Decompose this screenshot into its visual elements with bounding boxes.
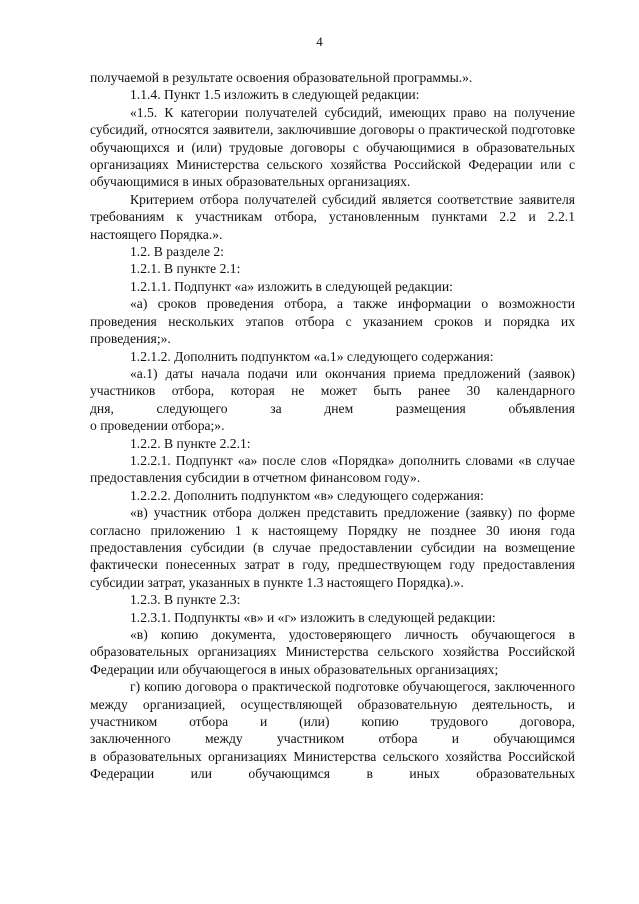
paragraph: «1.5. К категории получателей субсидий, имеющих право на получение субсидий, относятся заявители, заключившие договоры о практической подготовке обучающихся и (или) трудовые договоры с обучающимися в образовательных организациях Министерства сельского хозяйства Российской Федерации или с обучающимися в иных образовательных организациях. (90, 104, 575, 190)
paragraph: «в) копию документа, удостоверяющего личность обучающегося в образовательных организациях Министерства сельского хозяйства Российской Федерации или обучающегося в иных образовательных организациях; (90, 627, 575, 677)
paragraph: дня, следующего за днем размещения объявления (90, 400, 575, 416)
paragraph: 1.2. В разделе 2: (130, 244, 224, 260)
paragraph: «а) сроков проведения отбора, а также информации о возможности проведения нескольких этапов отбора с указанием сроков и порядка их проведения;». (90, 296, 575, 347)
document-body (90, 69, 575, 783)
paragraph: 1.2.1.1. Подпункт «а» изложить в следующей редакции: (130, 278, 453, 294)
paragraph: 1.2.1.2. Дополнить подпунктом «а.1» следующего содержания: (130, 348, 494, 364)
paragraph: о проведении отбора;». (90, 418, 225, 434)
paragraph: Критерием отбора получателей субсидий является соответствие заявителя требованиям к участникам отбора, установленным пунктами 2.2 и 2.2.1 настоящего Порядка.». (90, 191, 575, 242)
paragraph: 1.2.1. В пункте 2.1: (130, 261, 241, 277)
page-number: 4 (316, 34, 323, 49)
paragraph: в образовательных организациях Министерства сельского хозяйства Российской Федерации или обучающимся в иных образовательных (90, 748, 575, 782)
paragraph: заключенного между участником отбора и обучающимся (90, 731, 575, 747)
paragraph: 1.2.2. В пункте 2.2.1: (130, 435, 251, 451)
paragraph: «в) участник отбора должен представить предложение (заявку) по форме согласно приложению 1 к настоящему Порядку не позднее 30 июня года предоставления субсидии (в случае предоставлении субсидии на возмещение фактически понесенных затрат в году, предшествующем году предоставления субсидии затрат, указанных в пункте 1.3 настоящего Порядка).». (90, 505, 575, 590)
paragraph: 1.1.4. Пункт 1.5 изложить в следующей редакции: (130, 87, 420, 103)
paragraph: получаемой в результате освоения образовательной программы.». (90, 70, 473, 85)
paragraph: 1.2.3. В пункте 2.3: (130, 592, 241, 608)
paragraph: «а.1) даты начала подачи или окончания приема предложений (заявок) участников отбора, которая не может быть ранее 30 календарного (90, 365, 575, 399)
paragraph: 1.2.2.2. Дополнить подпунктом «в» следующего содержания: (130, 487, 484, 503)
paragraph: г) копию договора о практической подготовке обучающегося, заключенного между организацией, осуществляющей образовательную деятельность, и участником отбора и (или) копию трудового договора, (90, 679, 575, 730)
paragraph: 1.2.2.1. Подпункт «а» после слов «Порядка» дополнить словами «в случае предоставления субсидии в отчетном финансовом году». (90, 452, 575, 486)
paragraph: 1.2.3.1. Подпункты «в» и «г» изложить в следующей редакции: (130, 609, 496, 625)
